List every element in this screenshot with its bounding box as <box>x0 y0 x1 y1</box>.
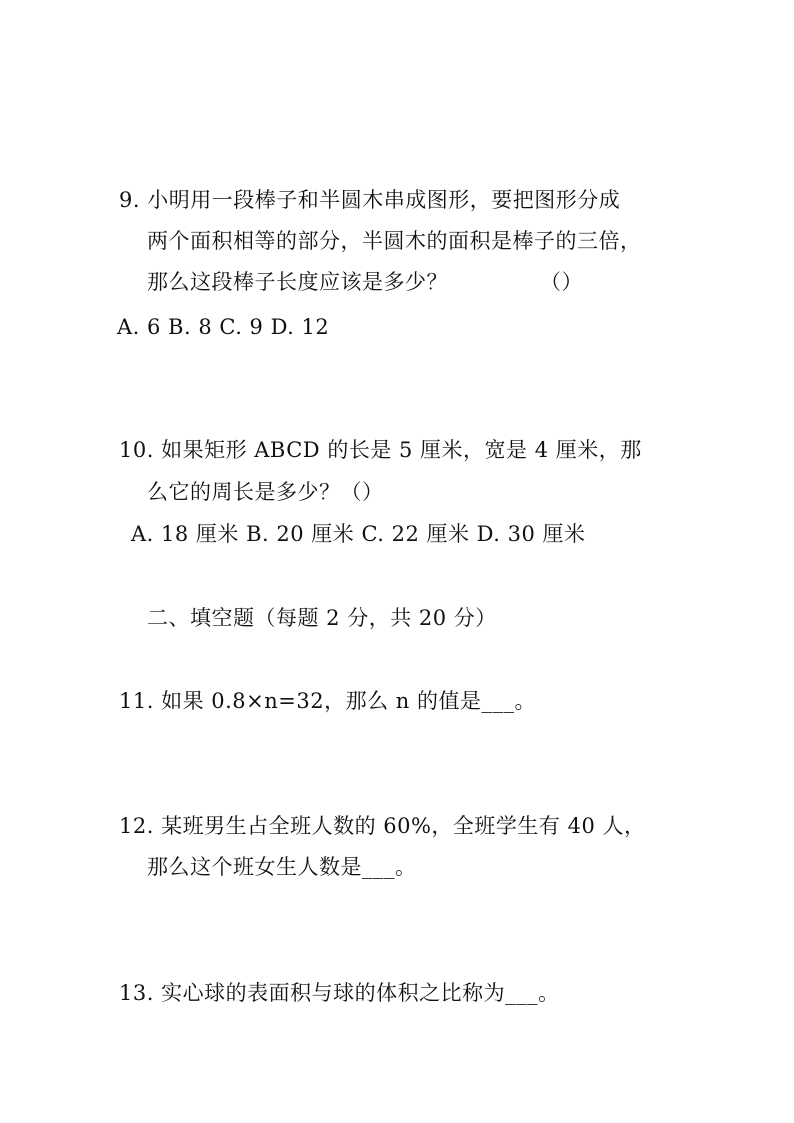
q9-line-1: 9. 小明用一段棒子和半圆木串成图形，要把图形分成 <box>119 188 621 212</box>
q10-line-1: 10. 如果矩形 ABCD 的长是 5 厘米，宽是 4 厘米，那 <box>119 438 642 462</box>
q11-line-1: 11. 如果 0.8×n=32，那么 n 的值是___。 <box>119 689 536 713</box>
q9-answer-bracket: （） <box>540 270 583 294</box>
q10-options: A. 18 厘米 B. 20 厘米 C. 22 厘米 D. 30 厘米 <box>131 522 586 546</box>
q9-line-3: 那么这段棒子长度应该是多少？ <box>147 270 448 294</box>
q12-line-1: 12. 某班男生占全班人数的 60%，全班学生有 40 人， <box>119 814 646 838</box>
q12-line-2: 那么这个班女生人数是___。 <box>147 855 417 879</box>
q9-line-2: 两个面积相等的部分，半圆木的面积是棒子的三倍， <box>147 229 642 253</box>
section-2-title: 二、填空题（每题 2 分，共 20 分） <box>147 606 497 630</box>
q13-line-1: 13. 实心球的表面积与球的体积之比称为___。 <box>119 981 560 1005</box>
q10-line-2: 么它的周长是多少？（） <box>147 480 384 504</box>
q9-options: A. 6 B. 8 C. 9 D. 12 <box>117 315 330 339</box>
